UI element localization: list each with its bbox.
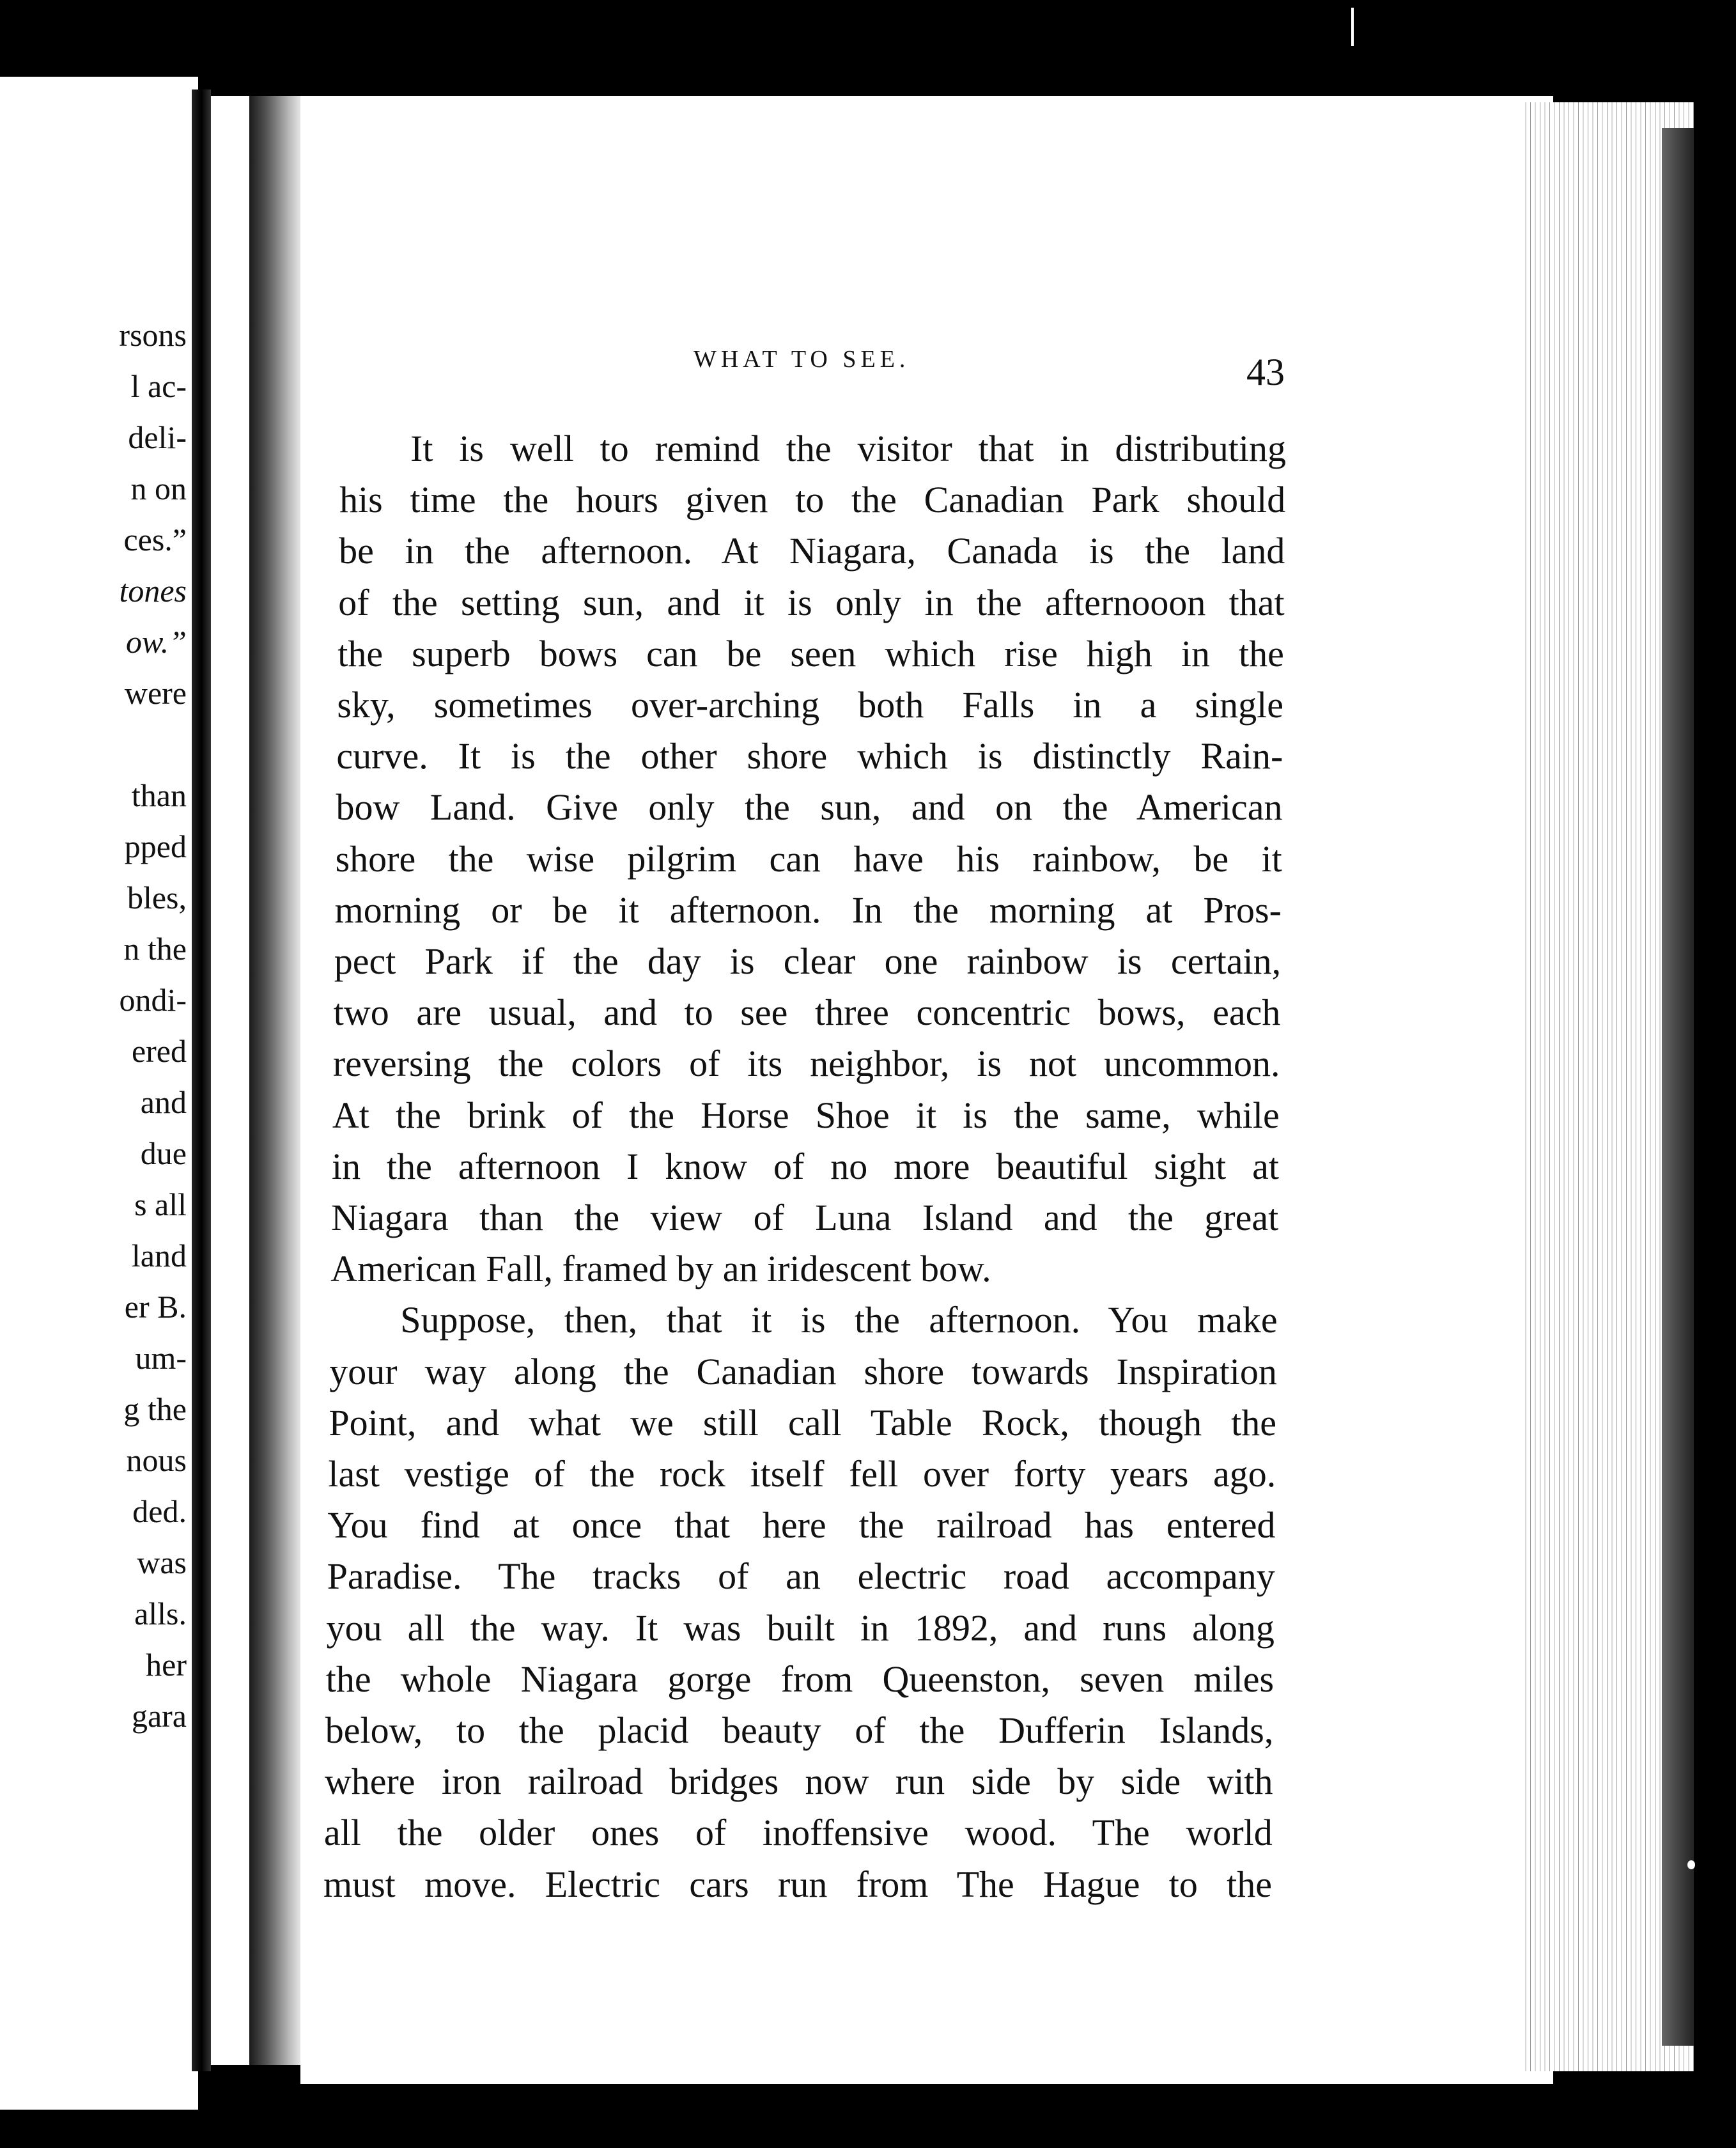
body-line: morning or be it afternoon. In the morning at Pros-	[334, 889, 1282, 931]
body-line: Point, and what we still call Table Rock, though the	[329, 1401, 1277, 1444]
left-page-line: ow.”	[126, 624, 187, 660]
left-page-line: nous	[126, 1442, 187, 1478]
left-page-line: tones	[119, 573, 187, 609]
body-line: where iron railroad bridges now run side by side with	[324, 1761, 1273, 1803]
body-line: You find at once that here the railroad has entered	[327, 1504, 1276, 1546]
body-line: your way along the Canadian shore towards Inspiration	[329, 1350, 1277, 1392]
left-page-line: s all	[134, 1187, 187, 1222]
body-line: Paradise. The tracks of an electric road accompany	[327, 1555, 1275, 1598]
body-line: sky, sometimes over-arching both Falls in a single	[337, 684, 1284, 726]
left-page-line: pped	[124, 829, 187, 864]
body-line: of the setting sun, and it is only in the afternooon that	[338, 581, 1285, 623]
body-line: shore the wise pilgrim can have his rainbow, be it	[335, 837, 1282, 880]
body-line: the superb bows can be seen which rise high in the	[337, 632, 1284, 674]
body-line: be in the afternoon. At Niagara, Canada is the land	[339, 530, 1285, 572]
left-page-line: and	[140, 1084, 187, 1120]
left-page-line: ces.”	[123, 522, 187, 557]
body-line: American Fall, framed by an iridescent bow.	[330, 1248, 991, 1290]
body-line: all the older ones of inoffensive wood. The world	[323, 1812, 1273, 1854]
body-line: his time the hours given to the Canadian Park should	[339, 479, 1286, 521]
left-page-line: gara	[131, 1698, 187, 1734]
left-page-line: um-	[135, 1340, 187, 1376]
left-page-line: er B.	[124, 1289, 187, 1325]
scan-speck	[1687, 1860, 1695, 1869]
body-line: Niagara than the view of Luna Island and the great	[331, 1197, 1279, 1238]
body-line: curve. It is the other shore which is distinctly Rain-	[336, 735, 1283, 777]
body-line: below, to the placid beauty of the Dufferin Islands,	[325, 1709, 1274, 1751]
body-line: pect Park if the day is clear one rainbow is certain,	[334, 940, 1282, 982]
left-page-line: ondi-	[119, 982, 187, 1018]
left-page-line: than	[131, 777, 187, 813]
left-page-line: her	[146, 1647, 187, 1683]
left-page-line: was	[137, 1545, 187, 1580]
page-number: 43	[1246, 351, 1285, 393]
body-line: in the afternoon I know of no more beautiful sight at	[332, 1145, 1279, 1187]
left-page-line: due	[140, 1135, 187, 1171]
left-facing-page	[0, 77, 198, 2110]
body-line: must move. Electric cars run from The Hague to the	[323, 1863, 1272, 1905]
gutter-edge	[192, 90, 211, 2071]
left-page-line: n on	[130, 471, 187, 506]
left-page-line: alls.	[134, 1596, 187, 1631]
body-line: It is well to remind the visitor that in distributing	[410, 428, 1286, 469]
body-line: bow Land. Give only the sun, and on the American	[336, 786, 1283, 829]
body-line: At the brink of the Horse Shoe it is the same, while	[332, 1094, 1280, 1136]
left-page-line: n the	[123, 931, 187, 967]
left-page-line: were	[124, 675, 187, 711]
body-line: last vestige of the rock itself fell over forty years ago.	[328, 1453, 1276, 1495]
gutter-shadow	[249, 96, 307, 2065]
page-edges-shade	[1662, 128, 1694, 2046]
left-page-line: deli-	[128, 419, 187, 455]
left-page-line: l ac-	[130, 368, 187, 404]
left-page-line: land	[131, 1238, 187, 1273]
scan-mark	[1351, 8, 1354, 46]
body-line: reversing the colors of its neighbor, is not uncommon.	[332, 1043, 1280, 1085]
left-page-line: rsons	[119, 317, 187, 353]
body-line: the whole Niagara gorge from Queenston, seven miles	[325, 1658, 1275, 1700]
left-page-line: ered	[131, 1033, 187, 1069]
body-line: you all the way. It was built in 1892, and runs along	[326, 1607, 1275, 1649]
left-page-line: g the	[123, 1391, 187, 1427]
left-page-line: ded.	[132, 1493, 187, 1529]
body-line: two are usual, and to see three concentric bows, each	[333, 992, 1281, 1034]
left-page-line: bles,	[127, 880, 187, 915]
running-head: WHAT TO SEE.	[694, 346, 910, 373]
body-line: Suppose, then, that it is the afternoon. You make	[400, 1299, 1278, 1341]
gutter-strip	[211, 96, 249, 2065]
